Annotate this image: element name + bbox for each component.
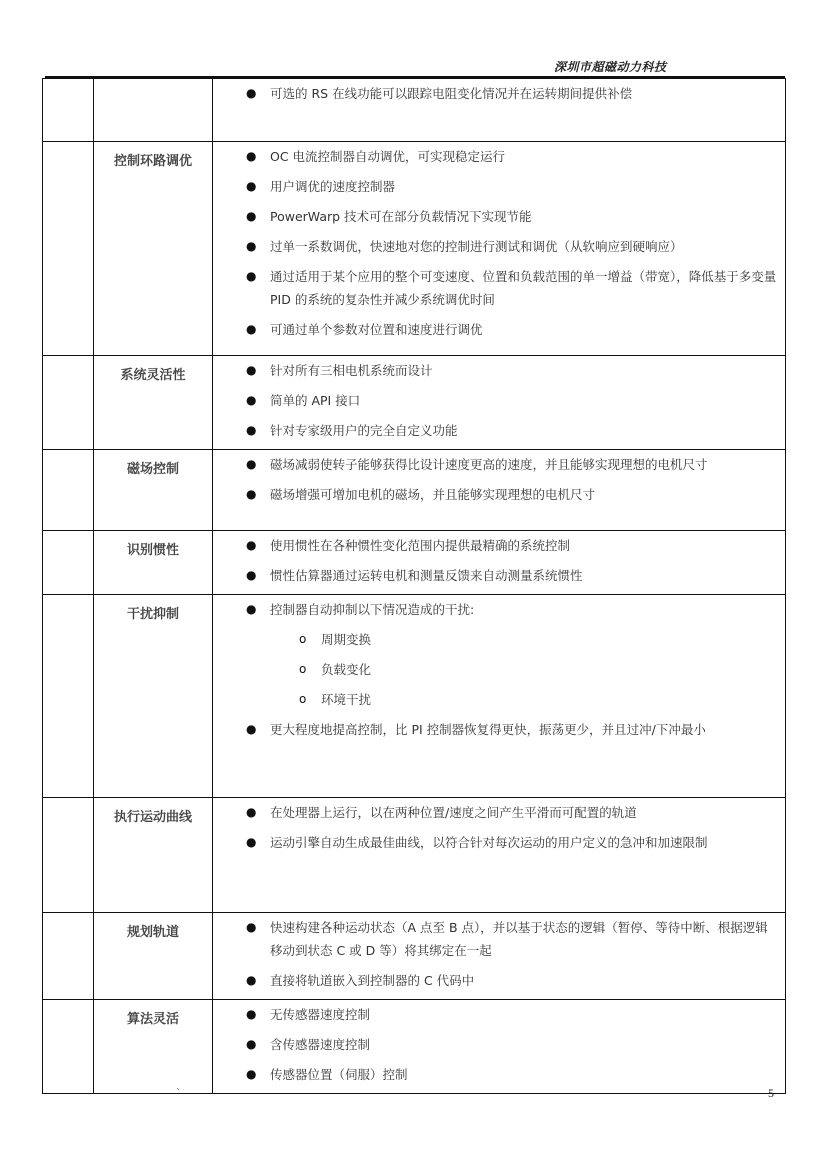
list-item xyxy=(213,1033,785,1056)
table-row xyxy=(43,1000,786,1094)
list-item-text: OC 电流控制器自动调优，可实现稳定运行 xyxy=(270,149,506,164)
list-item xyxy=(213,1003,785,1026)
list-item xyxy=(213,265,785,311)
list-item xyxy=(213,235,785,258)
bullet-icon: ● xyxy=(246,805,257,819)
table-row xyxy=(43,79,786,142)
list-item-text: 针对专家级用户的完全自定义功能 xyxy=(270,423,458,438)
empty-cell xyxy=(43,142,94,356)
bullet-icon: ● xyxy=(246,393,257,407)
category-cell: 磁场控制 xyxy=(94,450,213,531)
category-cell: 算法灵活 xyxy=(94,1000,213,1094)
list-item xyxy=(213,916,785,962)
bullet-icon: ● xyxy=(246,920,257,934)
empty-cell xyxy=(43,79,94,142)
bullet-icon: ● xyxy=(246,179,257,193)
list-item xyxy=(213,389,785,412)
list-item xyxy=(213,598,785,711)
list-item-text: 过单一系数调优，快速地对您的控制进行测试和调优（从软响应到硬响应） xyxy=(270,239,683,254)
footer-mark: ` xyxy=(176,1088,181,1099)
category-cell: 系统灵活性 xyxy=(94,356,213,450)
bullet-icon: ● xyxy=(246,487,257,501)
empty-cell xyxy=(43,1000,94,1094)
list-item xyxy=(213,1063,785,1086)
table-row xyxy=(43,356,786,450)
table-row xyxy=(43,450,786,531)
description-cell xyxy=(213,798,786,913)
list-item-text: 含传感器速度控制 xyxy=(270,1037,371,1052)
empty-cell xyxy=(43,531,94,595)
bullet-list xyxy=(213,450,785,506)
list-item xyxy=(213,175,785,198)
feature-table-body xyxy=(43,79,786,1094)
list-item xyxy=(213,534,785,557)
empty-cell xyxy=(43,798,94,913)
description-cell xyxy=(213,1000,786,1094)
bullet-icon: ● xyxy=(246,269,257,283)
category-cell xyxy=(94,79,213,142)
description-cell xyxy=(213,531,786,595)
bullet-icon: ● xyxy=(246,973,257,987)
list-item-text: 针对所有三相电机系统而设计 xyxy=(270,363,433,378)
empty-cell xyxy=(43,450,94,531)
list-item-text: PowerWarp 技术可在部分负载情况下实现节能 xyxy=(270,209,532,224)
bullet-icon: ● xyxy=(246,423,257,437)
bullet-icon: ● xyxy=(246,835,257,849)
description-cell xyxy=(213,79,786,142)
bullet-icon: ● xyxy=(246,149,257,163)
sub-list-item-text: 负载变化 xyxy=(321,662,372,677)
sub-list-item xyxy=(270,628,779,651)
list-item xyxy=(213,831,785,854)
list-item-text: 简单的 API 接口 xyxy=(270,393,361,408)
sub-list-item xyxy=(270,688,779,711)
bullet-icon: ● xyxy=(246,239,257,253)
bullet-list xyxy=(213,798,785,854)
header-company-name: 深圳市超磁动力科技 xyxy=(554,60,667,74)
list-item xyxy=(213,359,785,382)
category-cell: 识别惯性 xyxy=(94,531,213,595)
bullet-icon: ● xyxy=(246,1007,257,1021)
hollow-bullet-icon: o xyxy=(299,662,307,676)
empty-cell xyxy=(43,595,94,798)
sub-bullet-list xyxy=(270,628,779,711)
sub-list-item xyxy=(270,658,779,681)
list-item-text: 直接将轨道嵌入到控制器的 C 代码中 xyxy=(270,973,475,988)
bullet-icon: ● xyxy=(246,86,257,100)
bullet-icon: ● xyxy=(246,209,257,223)
description-cell xyxy=(213,913,786,1000)
bullet-icon: ● xyxy=(246,602,257,616)
list-item xyxy=(213,453,785,476)
list-item-text: 可选的 RS 在线功能可以跟踪电阻变化情况并在运转期间提供补偿 xyxy=(270,86,633,101)
bullet-list xyxy=(213,531,785,587)
list-item xyxy=(213,483,785,506)
description-cell xyxy=(213,142,786,356)
category-cell: 规划轨道 xyxy=(94,913,213,1000)
list-item xyxy=(213,419,785,442)
list-item xyxy=(213,564,785,587)
list-item-text: 无传感器速度控制 xyxy=(270,1007,371,1022)
bullet-icon: ● xyxy=(246,538,257,552)
bullet-icon: ● xyxy=(246,568,257,582)
bullet-list xyxy=(213,595,785,741)
bullet-icon: ● xyxy=(246,363,257,377)
category-cell: 执行运动曲线 xyxy=(94,798,213,913)
list-item-text: 传感器位置（伺服）控制 xyxy=(270,1067,408,1082)
bullet-list xyxy=(213,142,785,341)
page-number: 5 xyxy=(768,1086,774,1100)
list-item xyxy=(213,145,785,168)
list-item xyxy=(213,318,785,341)
sub-list-item-text: 环境干扰 xyxy=(321,692,372,707)
sub-list-item-text: 周期变换 xyxy=(321,632,372,647)
bullet-icon: ● xyxy=(246,1067,257,1081)
list-item xyxy=(213,969,785,992)
list-item-text: 用户调优的速度控制器 xyxy=(270,179,396,194)
list-item-text: 磁场减弱使转子能够获得比设计速度更高的速度，并且能够实现理想的电机尺寸 xyxy=(270,457,708,472)
table-row xyxy=(43,913,786,1000)
bullet-list xyxy=(213,79,785,105)
bullet-icon: ● xyxy=(246,1037,257,1051)
list-item xyxy=(213,205,785,228)
list-item-text: 控制器自动抑制以下情况造成的干扰: xyxy=(270,602,475,617)
category-cell: 控制环路调优 xyxy=(94,142,213,356)
empty-cell xyxy=(43,913,94,1000)
description-cell xyxy=(213,595,786,798)
table-row xyxy=(43,531,786,595)
bullet-icon: ● xyxy=(246,457,257,471)
table-row xyxy=(43,798,786,913)
category-cell: 干扰抑制 xyxy=(94,595,213,798)
list-item-text: 使用惯性在各种惯性变化范围内提供最精确的系统控制 xyxy=(270,538,571,553)
feature-table xyxy=(42,78,786,1094)
hollow-bullet-icon: o xyxy=(299,692,307,706)
bullet-list xyxy=(213,356,785,442)
list-item-text: 可通过单个参数对位置和速度进行调优 xyxy=(270,322,483,337)
list-item xyxy=(213,718,785,741)
list-item xyxy=(213,82,785,105)
list-item xyxy=(213,801,785,824)
list-item-text: 快速构建各种运动状态（A 点至 B 点），并以基于状态的逻辑（暂停、等待中断、根据逻辑移动到状态 C 或 D 等）将其绑定在一起 xyxy=(270,920,768,958)
bullet-icon: ● xyxy=(246,322,257,336)
description-cell xyxy=(213,356,786,450)
empty-cell xyxy=(43,356,94,450)
list-item-text: 更大程度地提高控制，比 PI 控制器恢复得更快，振荡更少，并且过冲/下冲最小 xyxy=(270,722,706,737)
hollow-bullet-icon: o xyxy=(299,632,307,646)
description-cell xyxy=(213,450,786,531)
bullet-icon: ● xyxy=(246,722,257,736)
table-row xyxy=(43,142,786,356)
list-item-text: 通过适用于某个应用的整个可变速度、位置和负载范围的单一增益（带宽），降低基于多变量 PID 的系统的复杂性并减少系统调优时间 xyxy=(270,269,777,307)
list-item-text: 磁场增强可增加电机的磁场，并且能够实现理想的电机尺寸 xyxy=(270,487,596,502)
list-item-text: 惯性估算器通过运转电机和测量反馈来自动测量系统惯性 xyxy=(270,568,583,583)
table-row xyxy=(43,595,786,798)
list-item-text: 在处理器上运行，以在两种位置/速度之间产生平滑而可配置的轨道 xyxy=(270,805,637,820)
list-item-text: 运动引擎自动生成最佳曲线，以符合针对每次运动的用户定义的急冲和加速限制 xyxy=(270,835,708,850)
bullet-list xyxy=(213,1000,785,1086)
bullet-list xyxy=(213,913,785,992)
